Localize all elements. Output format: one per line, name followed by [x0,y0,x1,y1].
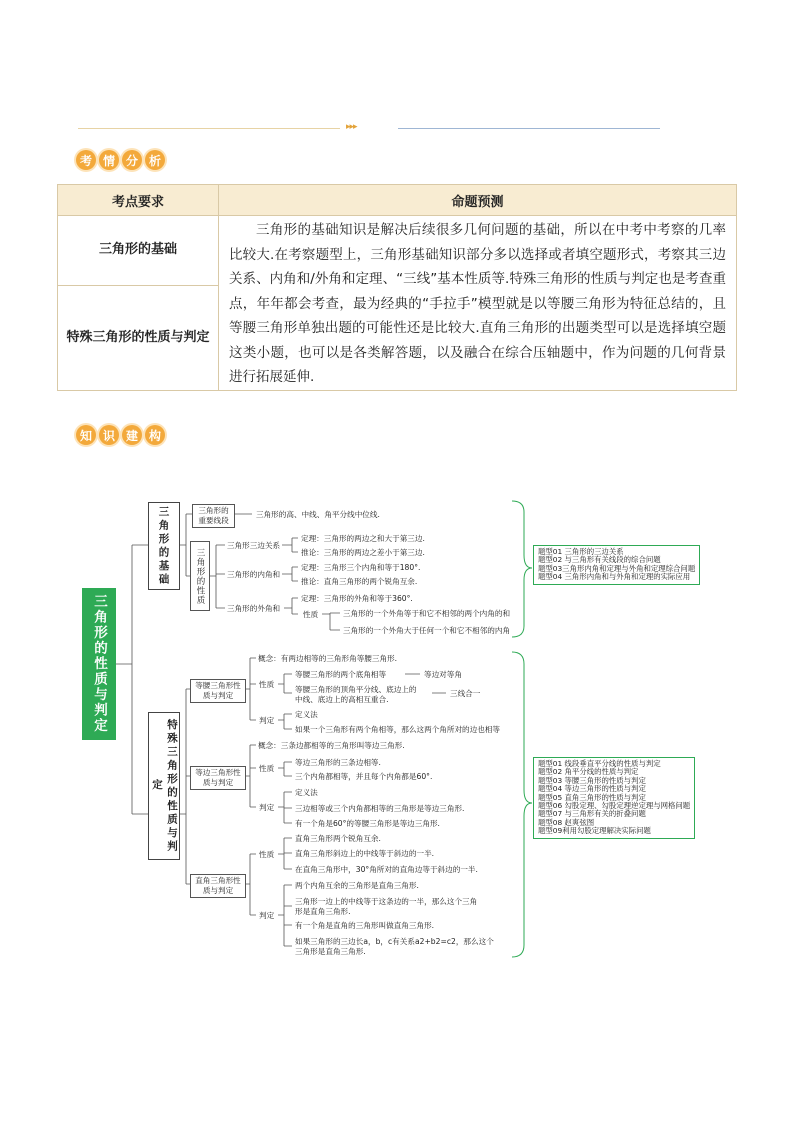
text-side-theorem: 定理：三角形的两边之和大于第三边. [301,534,425,543]
list-item: 题型01 线段垂直平分线的性质与判定 [538,759,661,768]
text-iso-property-2b: 中线、底边上的高相互重合. [295,695,389,704]
badge-char: 考 [76,150,96,170]
requirement-cell: 特殊三角形的性质与判定 [58,285,219,390]
text-interior-theorem: 定理：三角形三个内角和等于180°. [301,563,421,572]
label-rt-judge: 判定 [259,911,275,920]
label-rt-property: 性质 [259,850,275,859]
branch-basics: 三角形的基础 [148,502,180,590]
text-eq-concept: 概念：三条边都相等的三角形叫等边三角形. [258,741,405,750]
node-isosceles: 等腰三角形性质与判定 [190,679,246,703]
prediction-cell: 三角形的基础知识是解决后续很多几何问题的基础，所以在中考中考察的几率比较大.在考察题型上，三角形基础知识部分多以选择或者填空题形式，考察其三边关系、内角和/外角和定理、“三线”基本性质等.特殊三角形的性质与判定也是考查重点，年年都会考查，最为经典的“手拉手”模型就是以等腰三角形为特征总结的，且等腰三角形单独出题的可能性还是比较大.直角三角形的出题类型可以是选择填空题这类小题，也可以是各类解答题，以及融合在综合压轴题中，作为问题的几何背景进行拓展延伸. [219,216,737,391]
text-important-lines-desc: 三角形的高、中线、角平分线中位线. [256,510,380,519]
badge-char: 析 [145,150,165,170]
list-item: 题型03三角形内角和定理与外角和定理综合问题 [538,563,696,573]
text-rt-judge-2a: 三角形一边上的中线等于这条边的一半，那么这个三角 [295,897,478,906]
label-iso-property: 性质 [259,680,275,689]
node-important-lines: 三角形的重要线段 [192,504,235,528]
text-eq-judge-2: 三边相等或三个内角都相等的三角形是等边三角形. [295,804,465,813]
text-rt-judge-1: 两个内角互余的三角形是直角三角形. [295,881,419,890]
node-exterior: 三角形的外角和 [227,604,281,613]
text-eq-judge-1: 定义法 [295,788,318,797]
list-item: 题型05 直角三角形的性质与判定 [538,792,646,802]
text-eq-judge-3: 有一个角是60°的等腰三角形是等边三角形. [295,819,440,828]
text-exterior-theorem: 定理：三角形的外角和等于360°. [301,594,413,603]
special-question-types [533,757,695,839]
list-item: 题型07 与三角形有关的折叠问题 [538,809,646,819]
badge-char: 构 [145,425,165,445]
node-side-relation: 三角形三边关系 [227,541,281,550]
list-item: 题型06 勾股定理、勾股定理逆定理与网格问题 [538,801,691,811]
list-item: 题型04 三角形内角和与外角和定理的实际应用 [538,572,691,582]
branch-special: 特殊三角形的性质与判定 [148,712,180,860]
badge-char: 识 [99,425,119,445]
node-interior: 三角形的内角和 [227,570,281,579]
text-rt-judge-3: 有一个角是直角的三角形叫做直角三角形. [295,921,435,930]
badge-char: 知 [76,425,96,445]
list-item: 题型02 与三角形有关线段的综合问题 [538,555,661,565]
badge-char: 情 [99,150,119,170]
header-arrows-icon: ▸▸▸ [346,122,357,132]
column-header: 命题预测 [219,185,737,216]
node-right: 直角三角形性质与判定 [190,874,246,898]
text-rt-property-2: 直角三角形斜边上的中线等于斜边的一半. [295,849,435,858]
list-item: 题型02 角平分线的性质与判定 [538,767,639,777]
text-iso-concept: 概念：有两边相等的三角形角等腰三角形. [258,654,398,663]
text-iso-property-2-short: 三线合一 [450,689,481,698]
label-exterior-property: 性质 [303,610,319,619]
column-header: 考点要求 [58,185,219,216]
list-item: 题型09利用勾股定理解决实际问题 [538,826,651,836]
text-side-corollary: 推论：三角形的两边之差小于第三边. [301,548,425,557]
basics-question-types [533,545,700,585]
text-rt-judge-4a: 如果三角形的三边长a，b，c有关系a2+b2=c2，那么这个 [295,937,494,946]
text-iso-property-1: 等腰三角形的两个底角相等 [295,670,387,679]
text-exterior-property-2: 三角形的一个外角大于任何一个和它不相邻的内角 [343,626,511,635]
text-exterior-property-1: 三角形的一个外角等于和它不相邻的两个内角的和 [343,609,511,618]
text-rt-judge-4b: 三角形是直角三角形. [295,947,366,956]
mindmap-root: 三角形的性质与判定 [82,588,116,740]
list-item: 题型04 等边三角形的性质与判定 [538,784,646,794]
label-eq-property: 性质 [259,764,275,773]
node-equilateral: 等边三角形性质与判定 [190,766,246,790]
requirement-cell: 三角形的基础 [58,216,219,286]
badge-char: 建 [122,425,142,445]
list-item: 题型03 等腰三角形的性质与判定 [538,775,646,785]
text-rt-property-3: 在直角三角形中，30°角所对的直角边等于斜边的一半. [295,865,478,874]
label-iso-judge: 判定 [259,716,275,725]
text-iso-judge-2: 如果一个三角形有两个角相等，那么这两个角所对的边也相等 [295,725,501,734]
text-interior-corollary: 推论：直角三角形的两个锐角互余. [301,577,418,586]
text-iso-property-1-short: 等边对等角 [424,670,462,679]
text-eq-property-2: 三个内角都相等，并且每个内角都是60°. [295,772,433,781]
list-item: 题型08 赵爽弦图 [538,817,595,827]
node-properties: 三角形的性质 [190,541,210,611]
text-rt-property-1: 直角三角形两个锐角互余. [295,834,381,843]
list-item: 题型01 三角形的三边关系 [538,547,624,556]
label-eq-judge: 判定 [259,803,275,812]
text-iso-property-2a: 等腰三角形的顶角平分线、底边上的 [295,685,417,694]
text-iso-judge-1: 定义法 [295,710,318,719]
text-eq-property-1: 等边三角形的三条边相等. [295,758,381,767]
text-rt-judge-2b: 形是直角三角形. [295,907,351,916]
badge-char: 分 [122,150,142,170]
